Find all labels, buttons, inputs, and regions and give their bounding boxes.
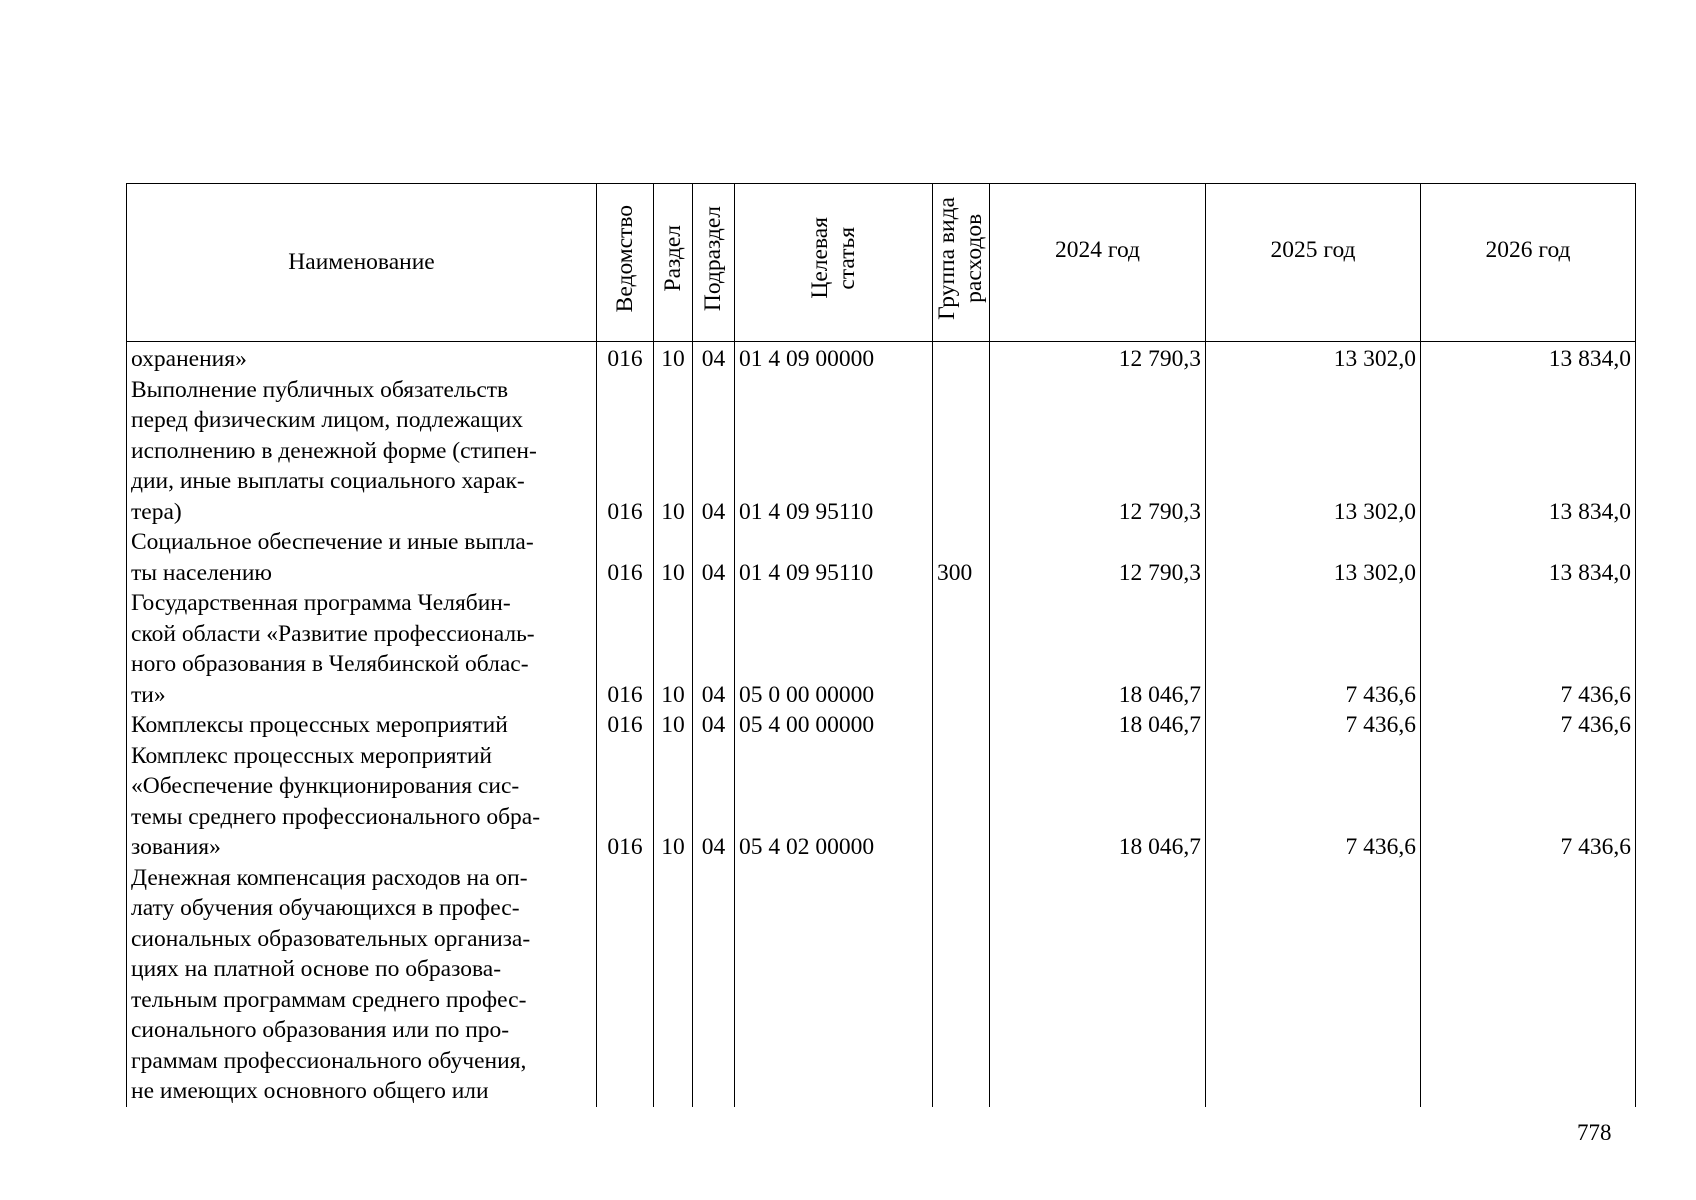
- row-name-line: зования»: [131, 834, 221, 860]
- header-razdel: Раздел: [654, 184, 693, 342]
- row-razdel: 10: [654, 375, 693, 528]
- row-name-line: тельным программам среднего профес-: [131, 986, 527, 1013]
- row-value-2026: 7 436,6: [1421, 710, 1636, 741]
- table-row: [127, 741, 1636, 863]
- row-value-2024: 12 790,3: [990, 342, 1206, 375]
- row-target-article: 05 4 00 00000: [735, 710, 933, 741]
- row-value-2025: [1206, 863, 1421, 1107]
- row-value-2026: 13 834,0: [1421, 342, 1636, 375]
- row-value-2026: 7 436,6: [1421, 741, 1636, 863]
- row-podrazdel: 04: [693, 710, 735, 741]
- row-name-line: циях на платной основе по образова-: [131, 956, 502, 982]
- row-name-line: сионального образования или по про-: [131, 1017, 510, 1043]
- row-vedomstvo: 016: [597, 375, 654, 528]
- header-name: Наименование: [127, 184, 597, 342]
- row-razdel: 10: [654, 588, 693, 710]
- row-name-line: Социальное обеспечение и иные выпла-: [131, 529, 534, 555]
- row-name: [127, 375, 597, 528]
- header-celevaya-statya: Целевая статья: [735, 184, 933, 342]
- row-expense-group: [933, 863, 990, 1107]
- row-podrazdel: [693, 863, 735, 1107]
- row-vedomstvo: 016: [597, 741, 654, 863]
- row-value-2025: 7 436,6: [1206, 588, 1421, 710]
- row-expense-group: [933, 588, 990, 710]
- row-expense-group: [933, 710, 990, 741]
- row-expense-group: [933, 375, 990, 528]
- row-value-2026: [1421, 863, 1636, 1107]
- row-value-2024: 18 046,7: [990, 710, 1206, 741]
- row-podrazdel: 04: [693, 588, 735, 710]
- page-number: 778: [1577, 1120, 1612, 1145]
- table-row: [127, 527, 1636, 588]
- row-value-2025: 13 302,0: [1206, 527, 1421, 588]
- row-target-article: [735, 863, 933, 1107]
- row-razdel: [654, 863, 693, 1107]
- row-name-line: ской области «Развитие профессиональ-: [131, 620, 535, 647]
- row-value-2024: [990, 863, 1206, 1107]
- table-row: [127, 342, 1636, 375]
- row-razdel: 10: [654, 342, 693, 375]
- table-header-row: [127, 184, 1636, 342]
- row-value-2025: 7 436,6: [1206, 710, 1421, 741]
- row-podrazdel: 04: [693, 342, 735, 375]
- row-target-article: 05 4 02 00000: [735, 741, 933, 863]
- row-name-line: Комплексы процессных мероприятий: [131, 712, 508, 738]
- row-value-2026: 7 436,6: [1421, 588, 1636, 710]
- header-2026: 2026 год: [1421, 184, 1636, 342]
- row-name-line: граммам профессионального обучения,: [131, 1047, 527, 1074]
- row-name-line: охранения»: [131, 346, 247, 372]
- row-razdel: 10: [654, 710, 693, 741]
- row-name-line: не имеющих основного общего или: [131, 1078, 489, 1104]
- row-value-2024: 18 046,7: [990, 741, 1206, 863]
- row-value-2024: 12 790,3: [990, 527, 1206, 588]
- header-podrazdel: Подраздел: [693, 184, 735, 342]
- row-name-line: темы среднего профессионального обра-: [131, 803, 541, 830]
- header-2025: 2025 год: [1206, 184, 1421, 342]
- row-name-line: ти»: [131, 681, 166, 708]
- row-podrazdel: 04: [693, 741, 735, 863]
- row-name: [127, 342, 597, 375]
- row-name: [127, 710, 597, 741]
- row-name-line: дии, иные выплаты социального харак-: [131, 468, 525, 494]
- row-value-2024: 18 046,7: [990, 588, 1206, 710]
- row-name-line: Комплекс процессных мероприятий: [131, 742, 493, 769]
- row-name-line: Государственная программа Челябин-: [131, 590, 511, 616]
- row-vedomstvo: 016: [597, 710, 654, 741]
- table-body: [127, 342, 1636, 1107]
- row-vedomstvo: 016: [597, 527, 654, 588]
- row-value-2025: 7 436,6: [1206, 741, 1421, 863]
- row-name-line: сиональных образовательных организа-: [131, 925, 531, 952]
- row-vedomstvo: [597, 863, 654, 1107]
- row-name: [127, 863, 597, 1107]
- row-value-2024: 12 790,3: [990, 375, 1206, 528]
- table-row: [127, 588, 1636, 710]
- row-name-line: ты населению: [131, 559, 272, 586]
- row-razdel: 10: [654, 741, 693, 863]
- row-name-line: «Обеспечение функционирования сис-: [131, 773, 520, 799]
- table-row: [127, 375, 1636, 528]
- table-row: [127, 710, 1636, 741]
- row-name: [127, 741, 597, 863]
- row-name-line: перед физическим лицом, подлежащих: [131, 407, 524, 433]
- budget-table: [126, 183, 1636, 1107]
- row-name-line: тера): [131, 498, 182, 525]
- row-razdel: 10: [654, 527, 693, 588]
- row-name: [127, 588, 597, 710]
- row-name: [127, 527, 597, 588]
- row-expense-group: 300: [933, 527, 990, 588]
- row-value-2026: 13 834,0: [1421, 375, 1636, 528]
- row-name-line: ного образования в Челябинской облас-: [131, 651, 529, 677]
- row-vedomstvo: 016: [597, 342, 654, 375]
- row-vedomstvo: 016: [597, 588, 654, 710]
- row-target-article: 01 4 09 00000: [735, 342, 933, 375]
- row-target-article: 01 4 09 95110: [735, 527, 933, 588]
- row-expense-group: [933, 342, 990, 375]
- header-gruppa-vida-rashodov: Группа вида расходов: [933, 184, 990, 342]
- row-podrazdel: 04: [693, 375, 735, 528]
- row-name-line: Денежная компенсация расходов на оп-: [131, 864, 528, 891]
- row-name-line: исполнению в денежной форме (стипен-: [131, 437, 537, 464]
- row-value-2025: 13 302,0: [1206, 342, 1421, 375]
- row-podrazdel: 04: [693, 527, 735, 588]
- row-expense-group: [933, 741, 990, 863]
- row-name-line: лату обучения обучающихся в профес-: [131, 895, 520, 921]
- row-target-article: 05 0 00 00000: [735, 588, 933, 710]
- row-name-line: Выполнение публичных обязательств: [131, 376, 509, 403]
- header-2024: 2024 год: [990, 184, 1206, 342]
- row-target-article: 01 4 09 95110: [735, 375, 933, 528]
- row-value-2026: 13 834,0: [1421, 527, 1636, 588]
- table-row: [127, 863, 1636, 1107]
- row-value-2025: 13 302,0: [1206, 375, 1421, 528]
- budget-table-container: [126, 183, 1635, 1103]
- header-vedomstvo: Ведомство: [597, 184, 654, 342]
